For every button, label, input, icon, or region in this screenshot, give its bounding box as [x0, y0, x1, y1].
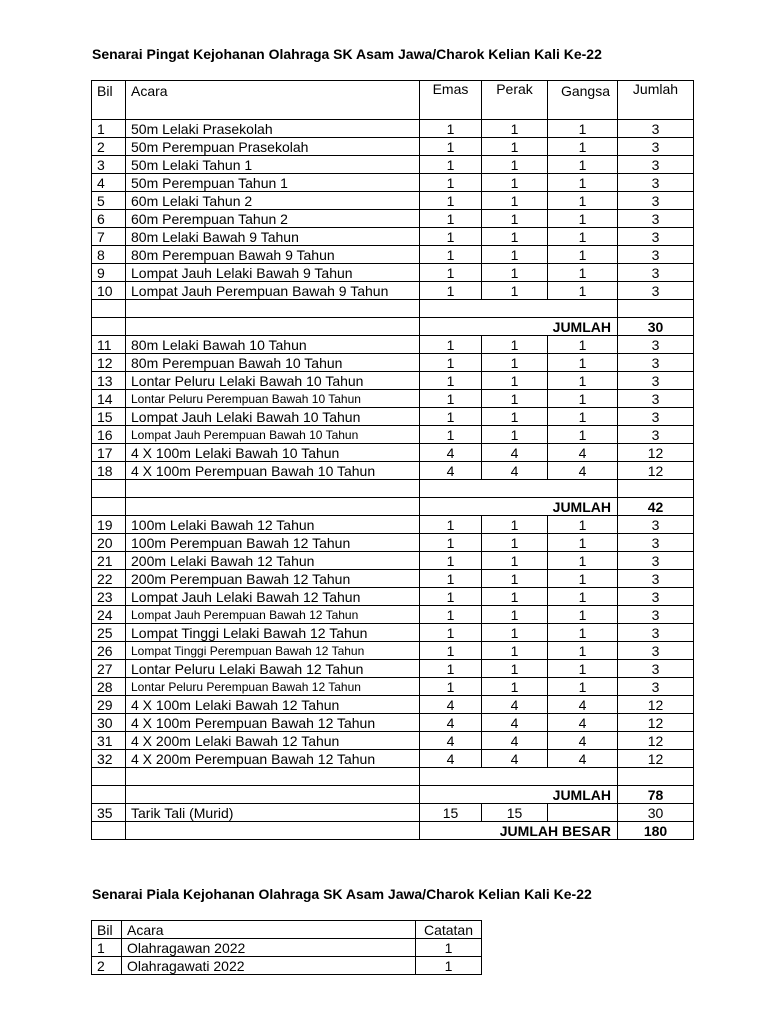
cell-gangsa: 1 [548, 426, 618, 444]
header-gangsa: Gangsa [548, 81, 618, 120]
cell-gangsa: 1 [548, 120, 618, 138]
cell-bil: 2 [92, 138, 126, 156]
cell-gangsa: 1 [548, 372, 618, 390]
blank-cell [126, 768, 420, 786]
cell-acara: 80m Perempuan Bawah 10 Tahun [126, 354, 420, 372]
table-row [92, 696, 694, 714]
cell-acara: 4 X 100m Perempuan Bawah 10 Tahun [126, 462, 420, 480]
trophy-header-acara: Acara [122, 921, 416, 939]
header-bil: Bil [92, 81, 126, 120]
cell-acara: Lompat Jauh Lelaki Bawah 12 Tahun [126, 588, 420, 606]
cell-emas: 4 [420, 462, 482, 480]
blank-cell [92, 480, 126, 498]
cell-bil: 17 [92, 444, 126, 462]
cell-perak: 1 [482, 624, 548, 642]
cell-catatan: 1 [416, 957, 482, 975]
table-row [92, 336, 694, 354]
cell-jumlah: 12 [618, 750, 694, 768]
cell-gangsa: 1 [548, 588, 618, 606]
cell-acara: Lompat Jauh Lelaki Bawah 10 Tahun [126, 408, 420, 426]
cell-jumlah: 3 [618, 264, 694, 282]
cell-acara: 4 X 200m Perempuan Bawah 12 Tahun [126, 750, 420, 768]
cell-gangsa: 1 [548, 570, 618, 588]
cell-emas: 1 [420, 246, 482, 264]
cell-jumlah: 3 [618, 174, 694, 192]
table-row [92, 714, 694, 732]
table-row [92, 939, 482, 957]
cell-gangsa: 4 [548, 714, 618, 732]
cell-jumlah: 3 [618, 192, 694, 210]
header-perak: Perak [482, 81, 548, 120]
cell-acara: 80m Perempuan Bawah 9 Tahun [126, 246, 420, 264]
cell-gangsa: 4 [548, 696, 618, 714]
table-row [92, 210, 694, 228]
cell-jumlah: 3 [618, 642, 694, 660]
cell-emas: 1 [420, 192, 482, 210]
table-row [92, 408, 694, 426]
table-row [92, 516, 694, 534]
trophy-list-title: Senarai Piala Kejohanan Olahraga SK Asam Jawa/Charok Kelian Kali Ke-22 [92, 886, 592, 902]
cell-acara: Lompat Jauh Lelaki Bawah 9 Tahun [126, 264, 420, 282]
cell-perak: 1 [482, 534, 548, 552]
cell-bil: 5 [92, 192, 126, 210]
cell-emas: 1 [420, 426, 482, 444]
cell-emas: 1 [420, 606, 482, 624]
cell-jumlah: 3 [618, 408, 694, 426]
cell-acara: Lompat Jauh Perempuan Bawah 12 Tahun [126, 606, 420, 624]
cell-jumlah: 3 [618, 138, 694, 156]
cell-emas: 1 [420, 372, 482, 390]
blank-row [92, 480, 694, 498]
cell-emas: 1 [420, 516, 482, 534]
cell-emas: 1 [420, 138, 482, 156]
cell-bil: 3 [92, 156, 126, 174]
grand-total-value: 180 [618, 822, 694, 840]
cell-bil: 8 [92, 246, 126, 264]
cell-emas: 1 [420, 210, 482, 228]
subtotal-row [92, 786, 694, 804]
cell-emas: 1 [420, 552, 482, 570]
cell-bil: 7 [92, 228, 126, 246]
table-row [92, 732, 694, 750]
cell-gangsa: 4 [548, 444, 618, 462]
table-row [92, 138, 694, 156]
blank-cell [92, 786, 126, 804]
grand-total-row [92, 822, 694, 840]
cell-bil: 35 [92, 804, 126, 822]
table-row [92, 174, 694, 192]
table-row [92, 624, 694, 642]
cell-jumlah: 3 [618, 246, 694, 264]
table-row [92, 642, 694, 660]
cell-gangsa: 1 [548, 138, 618, 156]
cell-acara: 200m Perempuan Bawah 12 Tahun [126, 570, 420, 588]
cell-gangsa: 1 [548, 678, 618, 696]
cell-gangsa: 1 [548, 642, 618, 660]
cell-jumlah: 3 [618, 588, 694, 606]
cell-perak: 1 [482, 246, 548, 264]
cell-jumlah: 3 [618, 282, 694, 300]
table-row [92, 426, 694, 444]
cell-bil: 6 [92, 210, 126, 228]
cell-emas: 15 [420, 804, 482, 822]
subtotal-value: 30 [618, 318, 694, 336]
grand-total-label: JUMLAH BESAR [420, 822, 618, 840]
subtotal-label: JUMLAH [420, 498, 618, 516]
cell-emas: 1 [420, 678, 482, 696]
cell-acara: 60m Perempuan Tahun 2 [126, 210, 420, 228]
blank-cell [92, 498, 126, 516]
cell-acara: Olahragawan 2022 [122, 939, 416, 957]
table-row [92, 120, 694, 138]
cell-perak: 1 [482, 570, 548, 588]
cell-gangsa: 4 [548, 732, 618, 750]
cell-bil: 9 [92, 264, 126, 282]
cell-catatan: 1 [416, 939, 482, 957]
cell-gangsa: 1 [548, 624, 618, 642]
cell-acara: 100m Perempuan Bawah 12 Tahun [126, 534, 420, 552]
cell-jumlah: 3 [618, 534, 694, 552]
table-row [92, 282, 694, 300]
cell-bil: 23 [92, 588, 126, 606]
cell-perak: 4 [482, 462, 548, 480]
cell-bil: 4 [92, 174, 126, 192]
cell-bil: 10 [92, 282, 126, 300]
cell-bil: 1 [92, 120, 126, 138]
cell-bil: 1 [92, 939, 122, 957]
table-row [92, 678, 694, 696]
cell-acara: 50m Perempuan Tahun 1 [126, 174, 420, 192]
blank-cell [92, 768, 126, 786]
table-row [92, 552, 694, 570]
cell-emas: 4 [420, 444, 482, 462]
cell-gangsa: 1 [548, 660, 618, 678]
table-row [92, 444, 694, 462]
cell-bil: 30 [92, 714, 126, 732]
cell-gangsa: 1 [548, 174, 618, 192]
cell-perak: 1 [482, 390, 548, 408]
cell-bil: 15 [92, 408, 126, 426]
cell-jumlah: 3 [618, 426, 694, 444]
cell-jumlah: 12 [618, 714, 694, 732]
medal-table-header [92, 81, 694, 120]
cell-gangsa: 1 [548, 210, 618, 228]
blank-cell [92, 822, 126, 840]
trophy-table-header [92, 921, 482, 939]
cell-perak: 1 [482, 678, 548, 696]
cell-acara: Lompat Jauh Perempuan Bawah 9 Tahun [126, 282, 420, 300]
cell-bil: 21 [92, 552, 126, 570]
cell-jumlah: 3 [618, 624, 694, 642]
cell-perak: 1 [482, 516, 548, 534]
cell-perak: 1 [482, 606, 548, 624]
cell-gangsa: 4 [548, 750, 618, 768]
cell-perak: 1 [482, 282, 548, 300]
cell-bil: 11 [92, 336, 126, 354]
cell-jumlah: 3 [618, 390, 694, 408]
cell-bil: 22 [92, 570, 126, 588]
cell-acara: 4 X 200m Lelaki Bawah 12 Tahun [126, 732, 420, 750]
cell-emas: 1 [420, 660, 482, 678]
cell-perak: 1 [482, 120, 548, 138]
table-row [92, 606, 694, 624]
cell-perak: 1 [482, 408, 548, 426]
blank-row [92, 768, 694, 786]
medal-table [91, 80, 694, 840]
cell-perak: 1 [482, 660, 548, 678]
cell-emas: 1 [420, 336, 482, 354]
cell-jumlah: 3 [618, 228, 694, 246]
cell-acara: 50m Perempuan Prasekolah [126, 138, 420, 156]
cell-acara: Lontar Peluru Perempuan Bawah 12 Tahun [126, 678, 420, 696]
table-row [92, 750, 694, 768]
trophy-header-catatan: Catatan [416, 921, 482, 939]
table-row [92, 390, 694, 408]
blank-cell [92, 300, 126, 318]
blank-cell [126, 300, 420, 318]
blank-cell [420, 300, 618, 318]
cell-perak: 1 [482, 156, 548, 174]
cell-bil: 13 [92, 372, 126, 390]
medal-list-title: Senarai Pingat Kejohanan Olahraga SK Asam Jawa/Charok Kelian Kali Ke-22 [92, 46, 602, 62]
cell-jumlah: 12 [618, 444, 694, 462]
cell-perak: 1 [482, 336, 548, 354]
cell-perak: 4 [482, 750, 548, 768]
table-row [92, 462, 694, 480]
cell-perak: 4 [482, 696, 548, 714]
cell-emas: 1 [420, 228, 482, 246]
cell-perak: 1 [482, 426, 548, 444]
cell-acara: 50m Lelaki Prasekolah [126, 120, 420, 138]
cell-jumlah: 3 [618, 660, 694, 678]
cell-acara: Lontar Peluru Lelaki Bawah 12 Tahun [126, 660, 420, 678]
cell-jumlah: 12 [618, 462, 694, 480]
blank-cell [618, 480, 694, 498]
cell-gangsa [548, 804, 618, 822]
trophy-table [91, 920, 482, 975]
table-row [92, 156, 694, 174]
subtotal-label: JUMLAH [420, 786, 618, 804]
cell-jumlah: 30 [618, 804, 694, 822]
cell-jumlah: 3 [618, 516, 694, 534]
cell-bil: 12 [92, 354, 126, 372]
header-emas: Emas [420, 81, 482, 120]
cell-bil: 25 [92, 624, 126, 642]
table-row [92, 588, 694, 606]
cell-gangsa: 1 [548, 390, 618, 408]
cell-perak: 1 [482, 354, 548, 372]
cell-emas: 1 [420, 408, 482, 426]
cell-gangsa: 1 [548, 228, 618, 246]
cell-perak: 15 [482, 804, 548, 822]
cell-acara: Lontar Peluru Perempuan Bawah 10 Tahun [126, 390, 420, 408]
trophy-header-bil: Bil [92, 921, 122, 939]
subtotal-label: JUMLAH [420, 318, 618, 336]
cell-jumlah: 12 [618, 696, 694, 714]
blank-cell [92, 318, 126, 336]
blank-cell [618, 300, 694, 318]
cell-emas: 4 [420, 750, 482, 768]
cell-bil: 18 [92, 462, 126, 480]
cell-jumlah: 3 [618, 570, 694, 588]
cell-jumlah: 3 [618, 156, 694, 174]
blank-cell [126, 822, 420, 840]
cell-gangsa: 1 [548, 534, 618, 552]
cell-gangsa: 1 [548, 408, 618, 426]
cell-emas: 1 [420, 534, 482, 552]
cell-perak: 1 [482, 264, 548, 282]
cell-emas: 1 [420, 390, 482, 408]
cell-bil: 27 [92, 660, 126, 678]
table-row [92, 264, 694, 282]
cell-jumlah: 3 [618, 210, 694, 228]
cell-bil: 2 [92, 957, 122, 975]
blank-cell [126, 480, 420, 498]
cell-perak: 1 [482, 192, 548, 210]
cell-emas: 1 [420, 282, 482, 300]
cell-perak: 1 [482, 228, 548, 246]
cell-jumlah: 3 [618, 678, 694, 696]
cell-gangsa: 1 [548, 264, 618, 282]
cell-bil: 19 [92, 516, 126, 534]
cell-emas: 4 [420, 696, 482, 714]
cell-emas: 1 [420, 642, 482, 660]
blank-cell [126, 786, 420, 804]
cell-acara: 80m Lelaki Bawah 10 Tahun [126, 336, 420, 354]
cell-bil: 31 [92, 732, 126, 750]
cell-acara: 80m Lelaki Bawah 9 Tahun [126, 228, 420, 246]
cell-jumlah: 3 [618, 372, 694, 390]
cell-emas: 1 [420, 588, 482, 606]
cell-gangsa: 1 [548, 606, 618, 624]
table-row [92, 192, 694, 210]
table-row [92, 804, 694, 822]
cell-gangsa: 4 [548, 462, 618, 480]
cell-acara: Lompat Tinggi Perempuan Bawah 12 Tahun [126, 642, 420, 660]
cell-gangsa: 1 [548, 192, 618, 210]
cell-acara: 200m Lelaki Bawah 12 Tahun [126, 552, 420, 570]
cell-acara: 4 X 100m Lelaki Bawah 10 Tahun [126, 444, 420, 462]
table-row [92, 228, 694, 246]
cell-perak: 1 [482, 552, 548, 570]
cell-bil: 26 [92, 642, 126, 660]
cell-emas: 1 [420, 120, 482, 138]
blank-cell [420, 768, 618, 786]
cell-jumlah: 3 [618, 606, 694, 624]
cell-perak: 1 [482, 138, 548, 156]
table-row [92, 246, 694, 264]
cell-perak: 1 [482, 642, 548, 660]
cell-bil: 20 [92, 534, 126, 552]
cell-gangsa: 1 [548, 336, 618, 354]
blank-row [92, 300, 694, 318]
cell-gangsa: 1 [548, 282, 618, 300]
cell-bil: 32 [92, 750, 126, 768]
cell-perak: 4 [482, 444, 548, 462]
cell-gangsa: 1 [548, 156, 618, 174]
cell-emas: 1 [420, 354, 482, 372]
cell-acara: Olahragawati 2022 [122, 957, 416, 975]
cell-acara: Lompat Jauh Perempuan Bawah 10 Tahun [126, 426, 420, 444]
cell-acara: Lompat Tinggi Lelaki Bawah 12 Tahun [126, 624, 420, 642]
cell-bil: 14 [92, 390, 126, 408]
cell-acara: 50m Lelaki Tahun 1 [126, 156, 420, 174]
cell-perak: 1 [482, 174, 548, 192]
cell-gangsa: 1 [548, 246, 618, 264]
table-row [92, 534, 694, 552]
cell-emas: 1 [420, 156, 482, 174]
cell-emas: 1 [420, 570, 482, 588]
table-row [92, 660, 694, 678]
blank-cell [618, 768, 694, 786]
cell-emas: 1 [420, 264, 482, 282]
cell-bil: 16 [92, 426, 126, 444]
cell-perak: 4 [482, 732, 548, 750]
table-row [92, 957, 482, 975]
cell-jumlah: 3 [618, 552, 694, 570]
cell-jumlah: 3 [618, 354, 694, 372]
cell-perak: 1 [482, 588, 548, 606]
cell-acara: 60m Lelaki Tahun 2 [126, 192, 420, 210]
blank-cell [420, 480, 618, 498]
cell-acara: 100m Lelaki Bawah 12 Tahun [126, 516, 420, 534]
cell-bil: 28 [92, 678, 126, 696]
cell-jumlah: 3 [618, 120, 694, 138]
cell-gangsa: 1 [548, 516, 618, 534]
subtotal-row [92, 498, 694, 516]
cell-gangsa: 1 [548, 552, 618, 570]
table-row [92, 372, 694, 390]
cell-emas: 4 [420, 714, 482, 732]
cell-emas: 4 [420, 732, 482, 750]
subtotal-row [92, 318, 694, 336]
cell-gangsa: 1 [548, 354, 618, 372]
table-row [92, 354, 694, 372]
subtotal-value: 42 [618, 498, 694, 516]
cell-perak: 4 [482, 714, 548, 732]
cell-bil: 24 [92, 606, 126, 624]
cell-acara: 4 X 100m Perempuan Bawah 12 Tahun [126, 714, 420, 732]
cell-emas: 1 [420, 624, 482, 642]
blank-cell [126, 498, 420, 516]
cell-perak: 1 [482, 372, 548, 390]
cell-jumlah: 3 [618, 336, 694, 354]
table-row [92, 570, 694, 588]
cell-acara: Tarik Tali (Murid) [126, 804, 420, 822]
blank-cell [126, 318, 420, 336]
header-acara: Acara [126, 81, 420, 120]
subtotal-value: 78 [618, 786, 694, 804]
cell-jumlah: 12 [618, 732, 694, 750]
cell-perak: 1 [482, 210, 548, 228]
cell-acara: 4 X 100m Lelaki Bawah 12 Tahun [126, 696, 420, 714]
cell-bil: 29 [92, 696, 126, 714]
cell-acara: Lontar Peluru Lelaki Bawah 10 Tahun [126, 372, 420, 390]
header-jumlah: Jumlah [618, 81, 694, 120]
cell-emas: 1 [420, 174, 482, 192]
